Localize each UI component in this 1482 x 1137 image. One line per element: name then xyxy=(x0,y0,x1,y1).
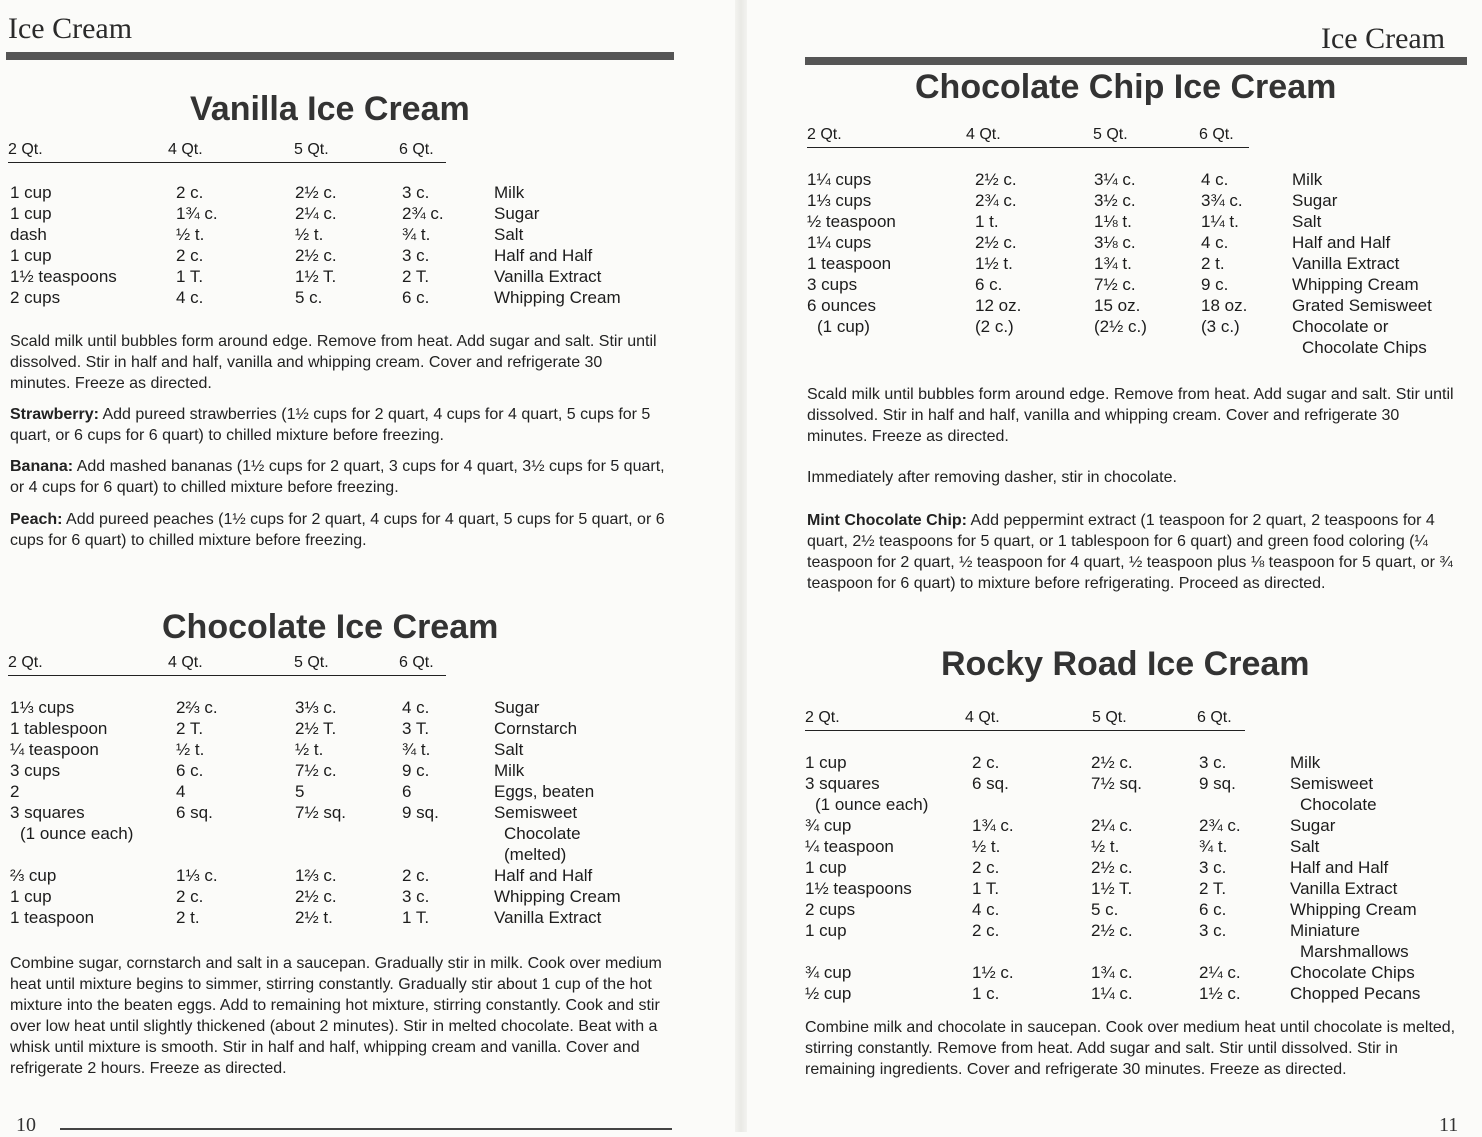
amount-cell: 7½ sq. xyxy=(295,803,347,822)
amount-cell: 2 c. xyxy=(972,858,1000,877)
amount-cell: 7½ c. xyxy=(1094,275,1136,294)
column-header-rule xyxy=(8,675,446,676)
header-rule xyxy=(6,52,674,60)
ingredient-name: Chocolate xyxy=(504,824,581,843)
amount-cell: 4 c. xyxy=(972,900,1000,919)
amount-cell: 2¾ c. xyxy=(975,191,1017,210)
amount-cell: 2¼ c. xyxy=(295,204,337,223)
ingredient-name: Miniature xyxy=(1290,921,1360,940)
amount-cell: 3½ c. xyxy=(1094,191,1136,210)
column-header: 6 Qt. xyxy=(399,654,434,671)
amount-cell: 6 ounces xyxy=(807,296,876,315)
amount-cell: 1 cup xyxy=(10,183,52,202)
amount-cell: 1 cup xyxy=(10,887,52,906)
amount-cell: 2½ c. xyxy=(295,887,337,906)
amount-cell: 6 c. xyxy=(1199,900,1227,919)
amount-cell: 2 T. xyxy=(402,267,430,286)
amount-cell: ¼ teaspoon xyxy=(10,740,99,759)
running-head: Ice Cream xyxy=(8,12,133,45)
ingredient-name: Milk xyxy=(1290,753,1321,772)
column-header-rule xyxy=(8,162,446,163)
ingredient-name: Semisweet xyxy=(1290,774,1374,793)
ingredient-name: Grated Semisweet xyxy=(1292,296,1432,315)
amount-cell: 7½ sq. xyxy=(1091,774,1143,793)
amount-cell: 2 c. xyxy=(176,887,204,906)
ingredient-name: Chocolate Chips xyxy=(1302,338,1427,357)
column-header: 2 Qt. xyxy=(8,654,43,671)
recipe-paragraph xyxy=(10,456,665,498)
amount-cell: ¾ t. xyxy=(1199,837,1228,856)
ingredient-name: Sugar xyxy=(494,204,540,223)
amount-cell: ½ cup xyxy=(805,984,852,1003)
variation-label: Peach: xyxy=(10,511,63,528)
amount-cell: 2¼ c. xyxy=(1091,816,1133,835)
amount-cell: 6 xyxy=(402,782,412,801)
amount-cell: 2½ c. xyxy=(1091,921,1133,940)
ingredient-name: Marshmallows xyxy=(1300,942,1409,961)
amount-cell: 3 c. xyxy=(1199,921,1227,940)
ingredient-name: Whipping Cream xyxy=(494,887,621,906)
amount-cell: (2 c.) xyxy=(975,317,1014,336)
amount-cell: 3¾ c. xyxy=(1201,191,1243,210)
amount-cell: ½ t. xyxy=(176,225,205,244)
column-header: 5 Qt. xyxy=(1092,709,1127,726)
ingredient-name: Cornstarch xyxy=(494,719,578,738)
amount-cell: 1½ c. xyxy=(972,963,1014,982)
amount-cell: 1½ teaspoons xyxy=(805,879,912,898)
amount-cell: 3 cups xyxy=(10,761,61,780)
running-head: Ice Cream xyxy=(1321,22,1446,55)
paragraph-text: Immediately after removing dasher, stir in chocolate. xyxy=(807,469,1177,486)
amount-cell: 1½ teaspoons xyxy=(10,267,117,286)
amount-cell: 3 squares xyxy=(10,803,85,822)
amount-cell: 2½ c. xyxy=(975,170,1017,189)
ingredient-name: Sugar xyxy=(1292,191,1338,210)
amount-cell: 15 oz. xyxy=(1094,296,1141,315)
amount-cell: 6 sq. xyxy=(176,803,213,822)
ingredient-name: (melted) xyxy=(504,845,567,864)
amount-cell: 1½ T. xyxy=(1091,879,1133,898)
amount-cell: 4 c. xyxy=(176,288,204,307)
amount-cell: 1 c. xyxy=(972,984,1000,1003)
ingredient-name: Vanilla Extract xyxy=(494,908,602,927)
amount-cell: 1¼ cups xyxy=(807,170,872,189)
ingredient-name: Chopped Pecans xyxy=(1290,984,1421,1003)
amount-cell: ½ t. xyxy=(295,225,324,244)
recipe-paragraph xyxy=(805,1017,1459,1080)
amount-cell: dash xyxy=(10,225,47,244)
recipe-title: Chocolate Ice Cream xyxy=(162,608,499,646)
amount-cell: 1 T. xyxy=(402,908,430,927)
header-rule xyxy=(805,57,1467,65)
recipe-paragraph xyxy=(10,953,665,1079)
amount-cell: 2¾ c. xyxy=(1199,816,1241,835)
amount-cell: 1 cup xyxy=(805,921,847,940)
column-header-rule xyxy=(807,147,1249,148)
amount-cell: 1 cup xyxy=(10,246,52,265)
amount-cell: 1¾ t. xyxy=(1094,254,1132,273)
amount-cell: 2 T. xyxy=(1199,879,1227,898)
amount-cell: 2 cups xyxy=(10,288,61,307)
ingredient-name: Half and Half xyxy=(494,246,593,265)
amount-cell: 1 T. xyxy=(972,879,1000,898)
amount-cell: 2 T. xyxy=(176,719,204,738)
amount-cell: 2 c. xyxy=(176,246,204,265)
amount-cell: ½ teaspoon xyxy=(807,212,896,231)
recipe-paragraph xyxy=(807,510,1457,594)
amount-cell: 1¾ c. xyxy=(1091,963,1133,982)
ingredient-name: Half and Half xyxy=(1292,233,1391,252)
amount-cell: 3 c. xyxy=(1199,753,1227,772)
paragraph-text: Add mashed bananas (1½ cups for 2 quart, 3 cups for 4 quart, 3½ cups for 5 quart, or 4 cups for 6 quart) to chilled mixture before freezing. xyxy=(10,458,665,496)
amount-cell: 3 c. xyxy=(1199,858,1227,877)
ingredient-name: Half and Half xyxy=(494,866,593,885)
amount-cell: 1½ t. xyxy=(975,254,1013,273)
amount-cell: 2½ t. xyxy=(295,908,333,927)
amount-cell: 6 c. xyxy=(402,288,430,307)
ingredient-name: Milk xyxy=(1292,170,1323,189)
variation-label: Mint Chocolate Chip: xyxy=(807,512,967,529)
amount-cell: 1 cup xyxy=(10,204,52,223)
amount-cell: 2 cups xyxy=(805,900,856,919)
amount-cell: 9 c. xyxy=(1201,275,1229,294)
amount-cell: 1½ T. xyxy=(295,267,337,286)
left-page xyxy=(0,0,741,1136)
amount-cell: ½ t. xyxy=(295,740,324,759)
right-page xyxy=(741,0,1482,1136)
amount-cell: 1 teaspoon xyxy=(807,254,892,273)
ingredient-name: Whipping Cream xyxy=(1292,275,1419,294)
variation-label: Banana: xyxy=(10,458,74,475)
amount-cell: 1⅛ t. xyxy=(1094,212,1132,231)
amount-cell: 4 c. xyxy=(402,698,430,717)
amount-cell: 2½ c. xyxy=(295,246,337,265)
amount-cell: 1 teaspoon xyxy=(10,908,95,927)
paragraph-text: Combine sugar, cornstarch and salt in a saucepan. Gradually stir in milk. Cook over medium heat until mixture begins to simmer, stirring constantly. Gradually stir about 1 cup of the hot mixture into the beaten eggs. Add to remaining hot mixture, stirring constantly. Cook and stir over low heat until slightly thickened (about 2 minutes). Stir in melted chocolate. Beat with a whisk until mixture is smooth. Stir in half and half, whipping cream and vanilla. Cover and refrigerate 2 hours. Freeze as directed. xyxy=(10,955,662,1077)
ingredient-name: Salt xyxy=(494,225,524,244)
column-header: 2 Qt. xyxy=(805,709,840,726)
column-header: 5 Qt. xyxy=(294,141,329,158)
amount-cell: 9 c. xyxy=(402,761,430,780)
amount-cell: 3⅓ c. xyxy=(295,698,337,717)
recipe-paragraph xyxy=(10,331,665,394)
paragraph-text: Add pureed strawberries (1½ cups for 2 quart, 4 cups for 4 quart, 5 cups for 5 quart, or 6 cups for 6 quart) to chilled mixture before freezing. xyxy=(10,406,651,444)
paragraph-text: Scald milk until bubbles form around edge. Remove from heat. Add sugar and salt. Stir until dissolved. Stir in half and half, vanilla and whipping cream. Cover and refrigerate 30 minutes. Freeze as directed. xyxy=(807,386,1454,445)
amount-cell: 6 c. xyxy=(975,275,1003,294)
column-header: 6 Qt. xyxy=(399,141,434,158)
amount-cell: 2½ c. xyxy=(1091,753,1133,772)
ingredient-name: Chocolate or xyxy=(1292,317,1389,336)
amount-cell: 1⅓ cups xyxy=(10,698,75,717)
recipe-title: Rocky Road Ice Cream xyxy=(941,645,1310,683)
amount-cell: 1 tablespoon xyxy=(10,719,108,738)
amount-cell: 2 c. xyxy=(972,753,1000,772)
ingredient-name: Sugar xyxy=(494,698,540,717)
ingredient-name: Milk xyxy=(494,761,525,780)
amount-cell: 2½ T. xyxy=(295,719,337,738)
amount-cell: 2 c. xyxy=(402,866,430,885)
amount-cell: 5 xyxy=(295,782,305,801)
amount-cell: ½ t. xyxy=(1091,837,1120,856)
amount-cell: 1¼ cups xyxy=(807,233,872,252)
amount-cell: 1⅓ c. xyxy=(176,866,218,885)
amount-cell: ½ t. xyxy=(176,740,205,759)
ingredient-name: Salt xyxy=(1292,212,1322,231)
amount-cell: ½ t. xyxy=(972,837,1001,856)
amount-cell: (2½ c.) xyxy=(1094,317,1147,336)
amount-cell: 1⅓ cups xyxy=(807,191,872,210)
column-header: 5 Qt. xyxy=(294,654,329,671)
ingredient-name: Vanilla Extract xyxy=(494,267,602,286)
recipe-paragraph xyxy=(10,509,665,551)
column-header: 4 Qt. xyxy=(966,126,1001,143)
amount-cell: 2¾ c. xyxy=(402,204,444,223)
amount-cell: (1 cup) xyxy=(817,317,870,336)
amount-cell: 2 t. xyxy=(1201,254,1225,273)
ingredient-name: Vanilla Extract xyxy=(1290,879,1398,898)
amount-cell: (3 c.) xyxy=(1201,317,1240,336)
paragraph-text: Add pureed peaches (1½ cups for 2 quart, 4 cups for 4 quart, 5 cups for 5 quart, or 6 cups for 6 quart) to chilled mixture before freezing. xyxy=(10,511,665,549)
amount-cell: ¾ cup xyxy=(805,816,852,835)
amount-cell: 1¼ t. xyxy=(1201,212,1239,231)
column-header: 4 Qt. xyxy=(168,141,203,158)
ingredient-name: Sugar xyxy=(1290,816,1336,835)
amount-cell: 2½ c. xyxy=(975,233,1017,252)
column-header-rule xyxy=(805,730,1245,731)
amount-cell: 2 t. xyxy=(176,908,200,927)
variation-label: Strawberry: xyxy=(10,406,99,423)
amount-cell: 1¾ c. xyxy=(972,816,1014,835)
column-header: 4 Qt. xyxy=(965,709,1000,726)
column-header: 2 Qt. xyxy=(8,141,43,158)
amount-cell: 2¼ c. xyxy=(1199,963,1241,982)
amount-cell: 4 xyxy=(176,782,186,801)
recipe-paragraph xyxy=(10,404,665,446)
ingredient-name: Whipping Cream xyxy=(1290,900,1417,919)
ingredient-name: Salt xyxy=(494,740,524,759)
ingredient-name: Milk xyxy=(494,183,525,202)
column-header: 2 Qt. xyxy=(807,126,842,143)
ingredient-name: Chocolate Chips xyxy=(1290,963,1415,982)
ingredient-name: Vanilla Extract xyxy=(1292,254,1400,273)
ingredient-name: Eggs, beaten xyxy=(494,782,595,801)
amount-cell: 6 c. xyxy=(176,761,204,780)
amount-cell: 4 c. xyxy=(1201,233,1229,252)
amount-cell: 1½ c. xyxy=(1199,984,1241,1003)
ingredient-name: Half and Half xyxy=(1290,858,1389,877)
amount-cell: 1 t. xyxy=(975,212,999,231)
ingredient-name: Chocolate xyxy=(1300,795,1377,814)
footer-rule xyxy=(60,1128,672,1130)
amount-cell: 5 c. xyxy=(295,288,323,307)
amount-cell: 3 squares xyxy=(805,774,880,793)
column-header: 6 Qt. xyxy=(1197,709,1232,726)
amount-cell: 2⅔ c. xyxy=(176,698,218,717)
paragraph-text: Add peppermint extract (1 teaspoon for 2 quart, 2 teaspoons for 4 quart, 2½ teaspoons for 5 quart, or 1 tablespoon for 6 quart) and green food coloring (¼ teaspoon for 2 quart, ½ teaspoon for 4 quart, ½ teaspoon plus ⅛ teaspoon for 5 quart, or ¾ teaspoon for 6 quart) to mixture before refrigerating. Proceed as directed. xyxy=(807,512,1453,592)
amount-cell: 3 c. xyxy=(402,246,430,265)
amount-cell: 9 sq. xyxy=(1199,774,1236,793)
amount-cell: 2 xyxy=(10,782,20,801)
recipe-paragraph xyxy=(807,384,1457,447)
amount-cell: 2½ c. xyxy=(1091,858,1133,877)
amount-cell: 5 c. xyxy=(1091,900,1119,919)
amount-cell: 7½ c. xyxy=(295,761,337,780)
page-number: 11 xyxy=(1439,1114,1459,1136)
amount-cell: (1 ounce each) xyxy=(20,824,134,843)
paragraph-text: Scald milk until bubbles form around edge. Remove from heat. Add sugar and salt. Stir until dissolved. Stir in half and half, vanilla and whipping cream. Cover and refrigerate 30 minutes. Freeze as directed. xyxy=(10,333,657,392)
amount-cell: 3 c. xyxy=(402,183,430,202)
recipe-title: Vanilla Ice Cream xyxy=(190,90,470,128)
amount-cell: 2 c. xyxy=(972,921,1000,940)
amount-cell: 1 cup xyxy=(805,858,847,877)
column-header: 5 Qt. xyxy=(1093,126,1128,143)
amount-cell: 6 sq. xyxy=(972,774,1009,793)
column-header: 6 Qt. xyxy=(1199,126,1234,143)
amount-cell: 1¾ c. xyxy=(176,204,218,223)
amount-cell: 1 T. xyxy=(176,267,204,286)
amount-cell: 3⅛ c. xyxy=(1094,233,1136,252)
amount-cell: ¾ cup xyxy=(805,963,852,982)
amount-cell: 2½ c. xyxy=(295,183,337,202)
ingredient-name: Whipping Cream xyxy=(494,288,621,307)
amount-cell: 1¼ c. xyxy=(1091,984,1133,1003)
amount-cell: ¼ teaspoon xyxy=(805,837,894,856)
amount-cell: 2 c. xyxy=(176,183,204,202)
recipe-paragraph xyxy=(807,467,1457,488)
page-number: 10 xyxy=(16,1114,36,1136)
paragraph-text: Combine milk and chocolate in saucepan. Cook over medium heat until chocolate is melted, stirring constantly. Remove from heat. Add sugar and salt. Stir until dissolved. Stir in remaining ingredients. Cover and refrigerate 30 minutes. Freeze as directed. xyxy=(805,1019,1456,1078)
amount-cell: ¾ t. xyxy=(402,740,431,759)
ingredient-name: Salt xyxy=(1290,837,1320,856)
amount-cell: 12 oz. xyxy=(975,296,1022,315)
amount-cell: 18 oz. xyxy=(1201,296,1248,315)
amount-cell: 3 cups xyxy=(807,275,858,294)
amount-cell: 3¼ c. xyxy=(1094,170,1136,189)
amount-cell: 3 T. xyxy=(402,719,430,738)
recipe-title: Chocolate Chip Ice Cream xyxy=(915,68,1337,106)
amount-cell: (1 ounce each) xyxy=(815,795,929,814)
amount-cell: ¾ t. xyxy=(402,225,431,244)
ingredient-name: Semisweet xyxy=(494,803,578,822)
amount-cell: 9 sq. xyxy=(402,803,439,822)
amount-cell: ⅔ cup xyxy=(10,866,57,885)
amount-cell: 1 cup xyxy=(805,753,847,772)
column-header: 4 Qt. xyxy=(168,654,203,671)
amount-cell: 1⅔ c. xyxy=(295,866,337,885)
amount-cell: 4 c. xyxy=(1201,170,1229,189)
amount-cell: 3 c. xyxy=(402,887,430,906)
